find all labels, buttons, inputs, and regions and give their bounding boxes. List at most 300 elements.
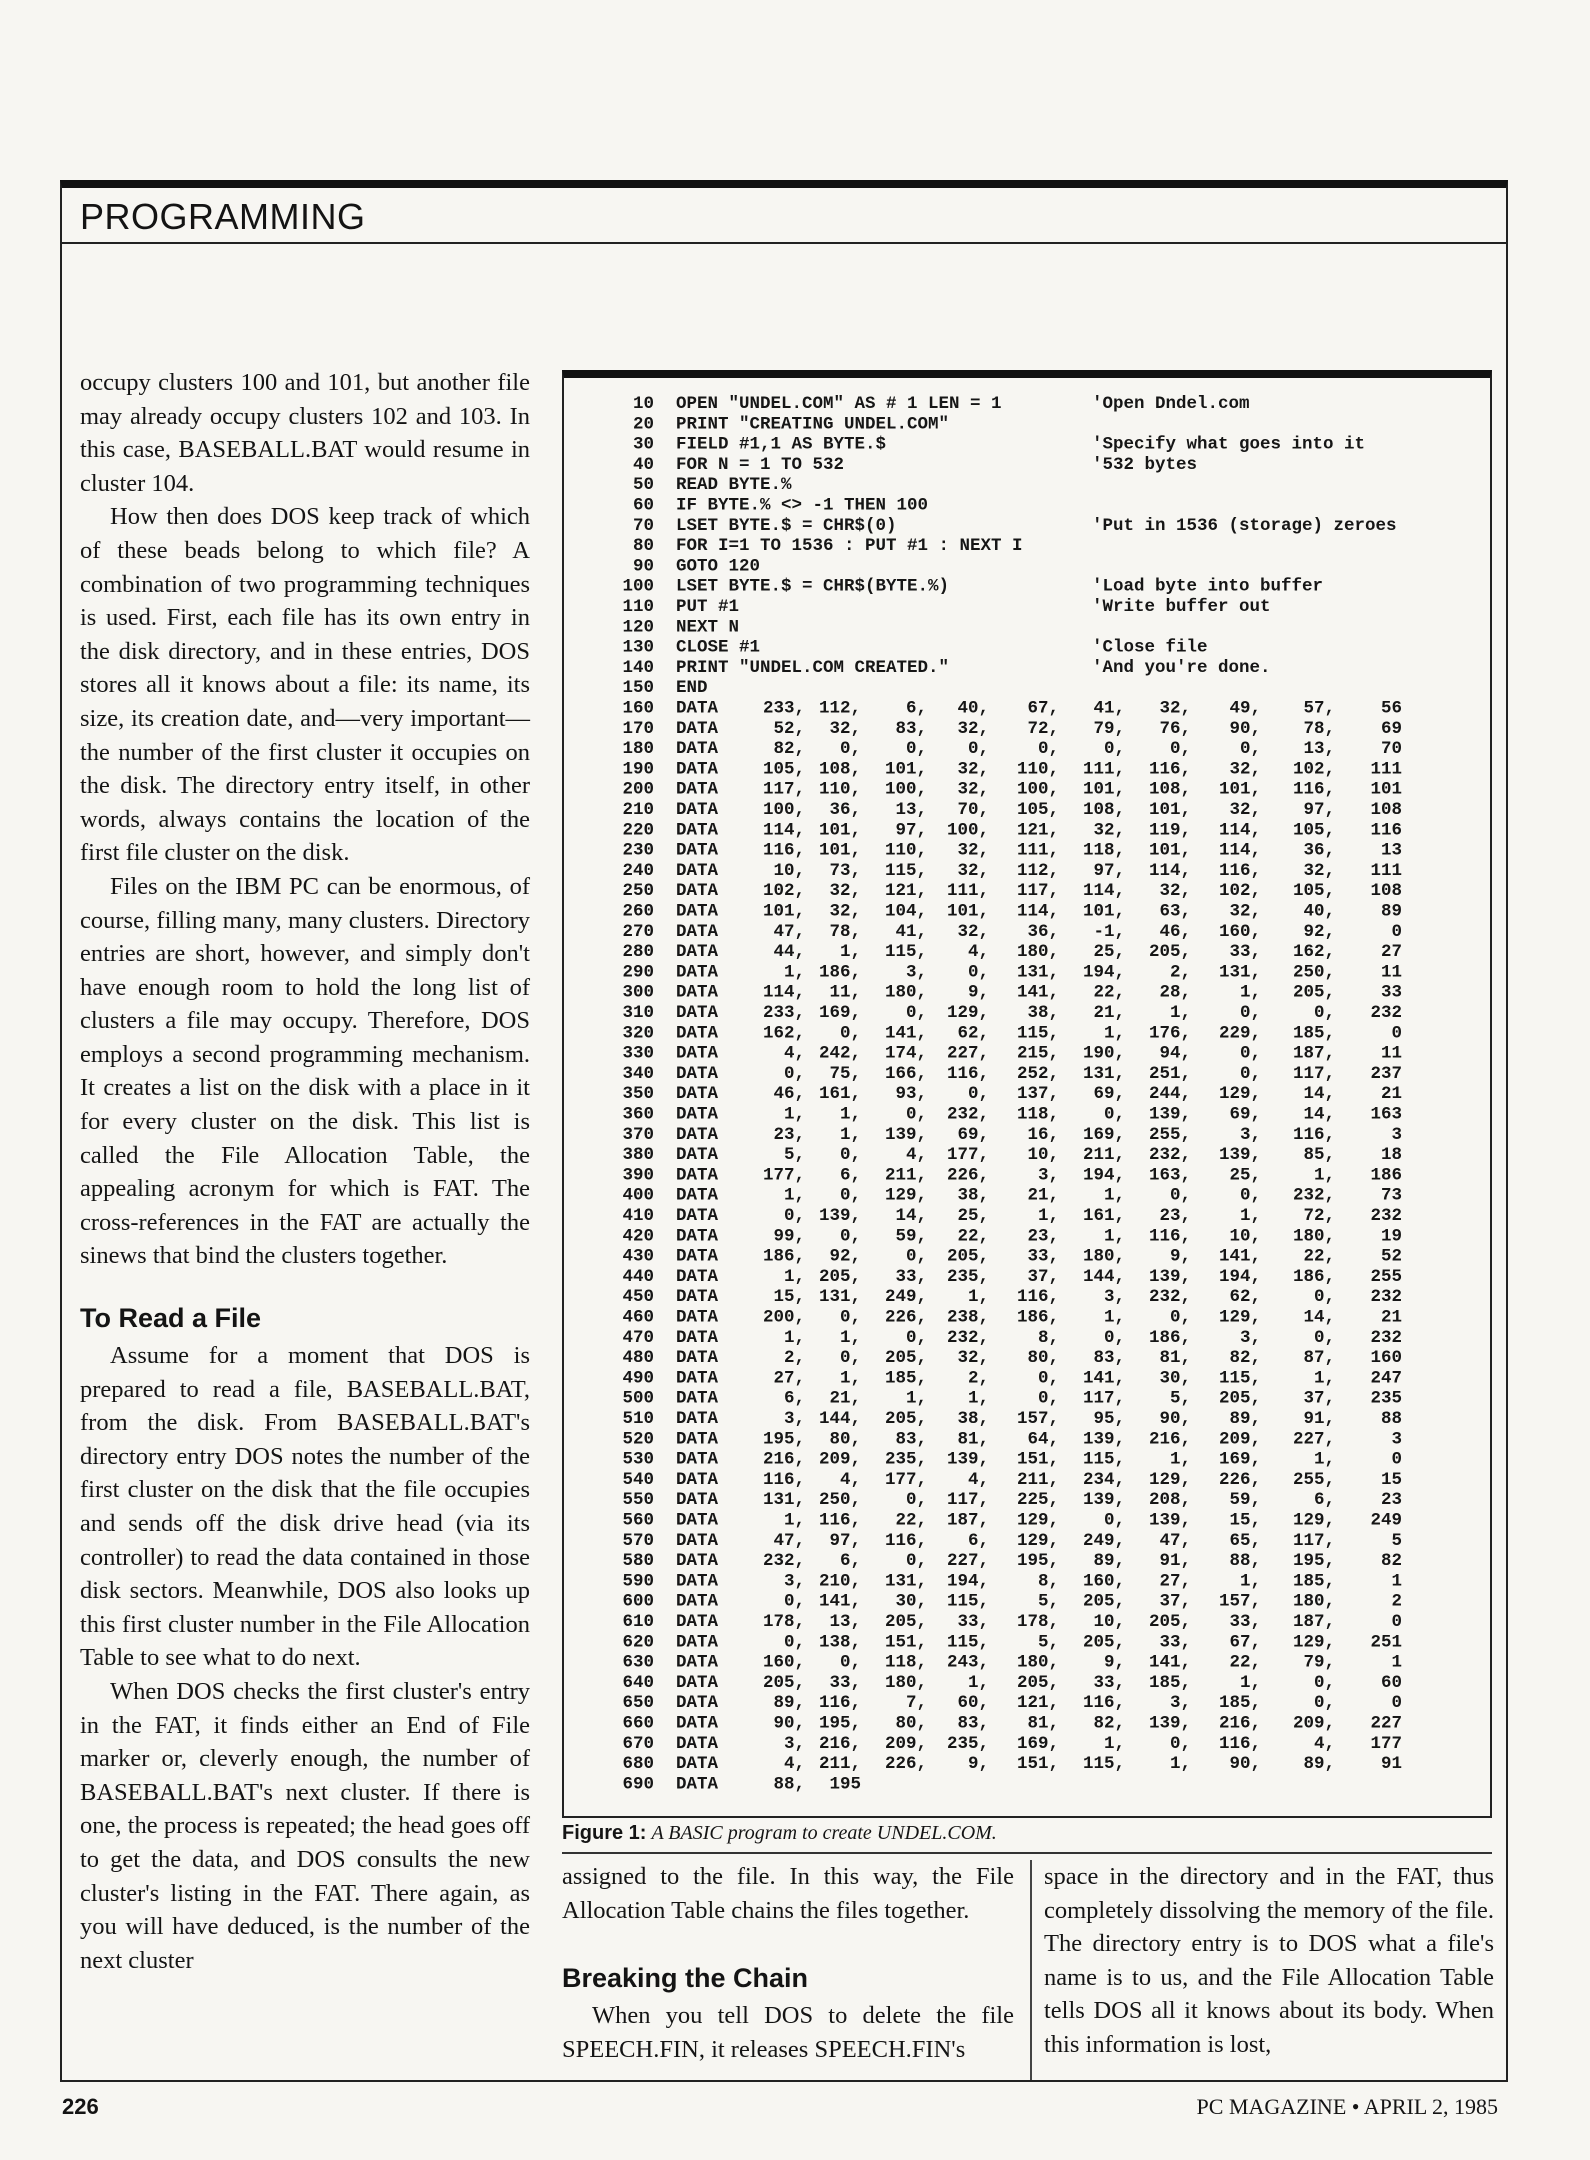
data-value: 1 (1391, 1571, 1402, 1592)
data-keyword: DATA (676, 718, 719, 739)
line-number: 670 (622, 1733, 654, 1754)
data-keyword: DATA (676, 901, 719, 922)
data-value: 105, (1292, 820, 1335, 841)
data-value: 187, (1292, 1612, 1335, 1632)
data-keyword: DATA (676, 1754, 719, 1775)
data-value: 89, (1303, 1754, 1335, 1775)
data-value: 1, (1103, 1023, 1125, 1044)
data-value: 32, (957, 840, 989, 861)
data-value: 4, (967, 1469, 989, 1490)
data-value: 115, (1082, 1754, 1125, 1775)
data-value: 141, (1148, 1652, 1191, 1673)
line-number: 250 (622, 881, 654, 902)
data-value: 30, (1159, 1368, 1191, 1389)
data-value: 141, (1218, 1246, 1261, 1267)
line-number: 520 (622, 1429, 654, 1450)
data-value: 177, (762, 1165, 805, 1186)
line-number: 320 (622, 1023, 654, 1044)
data-value: 1, (1169, 1754, 1191, 1775)
data-value: 89, (1093, 1551, 1125, 1572)
data-value: 37, (1159, 1591, 1191, 1612)
data-value: 49, (1229, 698, 1261, 719)
data-value: 210, (818, 1571, 861, 1592)
data-keyword: DATA (676, 1490, 719, 1511)
data-value: 36, (1027, 921, 1059, 942)
data-value: 3, (1037, 1165, 1059, 1186)
data-value: 102, (1218, 881, 1261, 902)
data-value: 3 (1391, 1429, 1402, 1450)
data-value: 160, (1082, 1571, 1125, 1592)
data-value: 8, (1037, 1327, 1059, 1348)
data-value: 6, (1313, 1490, 1335, 1511)
data-keyword: DATA (676, 1003, 719, 1023)
data-value: 32, (1303, 860, 1335, 881)
data-value: 108 (1370, 881, 1402, 902)
data-value: 242, (818, 1043, 861, 1064)
data-value: 33, (1027, 1246, 1059, 1267)
data-value: 32, (1093, 820, 1125, 841)
data-keyword: DATA (676, 1124, 719, 1145)
data-value: 180, (884, 1672, 927, 1693)
data-value: 32, (1159, 698, 1191, 719)
data-value: 90, (1159, 1409, 1191, 1429)
data-value: 139, (884, 1124, 927, 1145)
data-value: 131, (762, 1490, 805, 1511)
data-value: 32, (957, 860, 989, 881)
data-keyword: DATA (676, 1084, 719, 1105)
data-value: 1, (1239, 1571, 1261, 1592)
data-value: 194, (1082, 962, 1125, 983)
data-value: 33, (1093, 1672, 1125, 1693)
data-value: 1, (783, 962, 805, 983)
data-value: 0, (839, 1652, 861, 1673)
data-value: 138, (818, 1632, 861, 1653)
data-value: 115, (884, 860, 927, 881)
line-number: 100 (622, 576, 654, 597)
data-value: 129, (946, 1003, 989, 1023)
data-value: 32, (957, 921, 989, 942)
data-keyword: DATA (676, 1693, 719, 1714)
data-value: 244, (1148, 1084, 1191, 1105)
data-value: 13 (1380, 840, 1402, 861)
data-value: 32, (829, 881, 861, 902)
data-value: 131, (1082, 1063, 1125, 1084)
data-value: 11 (1380, 962, 1402, 983)
data-value: 205, (1016, 1672, 1059, 1693)
line-number: 460 (622, 1307, 654, 1328)
data-value: 141, (1082, 1368, 1125, 1389)
data-keyword: DATA (676, 840, 719, 861)
data-keyword: DATA (676, 1104, 719, 1125)
line-number: 170 (622, 718, 654, 739)
figure-label: Figure 1: (562, 1822, 647, 1844)
data-value: 32, (957, 779, 989, 800)
data-keyword: DATA (676, 1368, 719, 1389)
data-value: 235 (1370, 1388, 1402, 1409)
data-value: 185, (1292, 1023, 1335, 1044)
data-value: 3, (905, 962, 927, 983)
data-value: 0, (839, 1348, 861, 1369)
data-value: 178, (1016, 1612, 1059, 1632)
line-number: 280 (622, 942, 654, 963)
data-value: 131, (884, 1571, 927, 1592)
figure-listing-box (562, 370, 1492, 1818)
data-value: 21 (1380, 1084, 1402, 1105)
data-value: 5 (1391, 1530, 1402, 1551)
data-value: 38, (1027, 1003, 1059, 1023)
data-value: 129, (1148, 1469, 1191, 1490)
data-value: 131, (1016, 962, 1059, 983)
data-keyword: DATA (676, 1185, 719, 1206)
data-value: 32, (1229, 901, 1261, 922)
data-value: 32, (957, 718, 989, 739)
data-value: 211, (884, 1165, 927, 1186)
data-value: 139, (1082, 1490, 1125, 1511)
code-statement: FIELD #1,1 AS BYTE.$ (676, 434, 887, 455)
data-value: 141, (818, 1591, 861, 1612)
line-number: 560 (622, 1510, 654, 1531)
code-statement: GOTO 120 (676, 556, 761, 577)
data-value: 234, (1082, 1469, 1125, 1490)
data-value: 238, (946, 1307, 989, 1328)
data-value: 117, (1082, 1388, 1125, 1409)
data-value: 144, (818, 1409, 861, 1429)
data-value: 46, (1159, 921, 1191, 942)
data-value: 38, (957, 1409, 989, 1429)
data-value: 1, (1313, 1368, 1335, 1389)
data-value: 205, (946, 1246, 989, 1267)
data-value: 251 (1370, 1632, 1402, 1653)
data-value: 1, (1239, 1672, 1261, 1693)
data-value: 1, (839, 1368, 861, 1389)
data-value: 141, (1016, 982, 1059, 1003)
line-number: 50 (632, 475, 654, 496)
data-keyword: DATA (676, 759, 719, 780)
data-value: 160, (1218, 921, 1261, 942)
data-value: 243, (946, 1652, 989, 1673)
data-value: 205, (1218, 1388, 1261, 1409)
line-number: 270 (622, 921, 654, 942)
data-value: 88, (1229, 1551, 1261, 1572)
data-value: 92, (829, 1246, 861, 1267)
data-value: 252, (1016, 1063, 1059, 1084)
data-value: 116, (1218, 1733, 1261, 1754)
data-value: 57, (1303, 698, 1335, 719)
data-value: 62, (1229, 1287, 1261, 1308)
data-value: 114, (762, 982, 805, 1003)
data-value: 88 (1380, 1409, 1402, 1429)
code-statement: READ BYTE.% (676, 475, 792, 496)
data-value: 249 (1370, 1510, 1402, 1531)
data-value: 195, (762, 1429, 805, 1450)
data-keyword: DATA (676, 1733, 719, 1754)
data-value: 255, (1292, 1469, 1335, 1490)
code-comment: 'Write buffer out (1092, 597, 1271, 617)
code-comment: 'Put in 1536 (storage) zeroes (1092, 515, 1397, 536)
data-value: 117, (1292, 1530, 1335, 1551)
section-title: PROGRAMMING (80, 196, 366, 237)
data-value: 64, (1027, 1429, 1059, 1450)
data-value: 25, (1229, 1165, 1261, 1186)
data-keyword: DATA (676, 1388, 719, 1409)
line-number: 440 (622, 1266, 654, 1287)
data-value: 225, (1016, 1490, 1059, 1511)
left-paragraph-1: occupy clusters 100 and 101, but another file may already occupy clusters 102 and 103. In this case, BASEBALL.BAT would resume in cluster 104. (80, 369, 530, 497)
data-keyword: DATA (676, 1165, 719, 1186)
data-value: 211, (818, 1754, 861, 1775)
line-number: 330 (622, 1043, 654, 1064)
data-value: 80, (895, 1713, 927, 1734)
data-keyword: DATA (676, 739, 719, 760)
data-value: 22, (1303, 1246, 1335, 1267)
data-value: 110, (1016, 759, 1059, 780)
code-comment: 'Specify what goes into it (1092, 434, 1366, 455)
data-value: 52, (773, 718, 805, 739)
data-value: 255 (1370, 1266, 1402, 1287)
data-value: 232, (762, 1551, 805, 1572)
data-value: 52 (1380, 1246, 1402, 1267)
data-value: 0 (1391, 1612, 1402, 1632)
data-value: 205, (1148, 942, 1191, 963)
data-value: 0, (905, 1327, 927, 1348)
data-value: 81, (1159, 1348, 1191, 1369)
data-value: 100, (884, 779, 927, 800)
data-value: 226, (884, 1307, 927, 1328)
data-value: 88, (773, 1774, 805, 1795)
code-statement: END (676, 678, 708, 699)
line-number: 210 (622, 800, 654, 820)
line-number: 30 (632, 434, 654, 455)
data-value: 33, (895, 1266, 927, 1287)
data-value: 216, (818, 1733, 861, 1754)
data-value: 129, (1292, 1632, 1335, 1653)
data-value: 13, (829, 1612, 861, 1632)
data-value: 10, (1093, 1612, 1125, 1632)
data-value: 249, (884, 1287, 927, 1308)
data-value: 0, (1103, 739, 1125, 760)
data-value: 101, (1148, 840, 1191, 861)
figure-caption-text: A BASIC program to create UNDEL.COM. (651, 1822, 997, 1844)
data-keyword: DATA (676, 1469, 719, 1490)
data-value: 209, (1218, 1429, 1261, 1450)
data-value: 108, (1082, 800, 1125, 820)
data-value: 131, (1218, 962, 1261, 983)
data-value: 0, (1239, 1063, 1261, 1084)
data-value: 82, (1093, 1713, 1125, 1734)
line-number: 660 (622, 1713, 654, 1734)
data-value: 116, (762, 840, 805, 861)
data-value: 75, (829, 1063, 861, 1084)
data-value: 0, (1313, 1672, 1335, 1693)
line-number: 530 (622, 1449, 654, 1470)
data-value: 216, (1218, 1713, 1261, 1734)
data-value: 139, (946, 1449, 989, 1470)
data-value: 6, (783, 1388, 805, 1409)
data-value: 91, (1303, 1409, 1335, 1429)
data-value: 6, (967, 1530, 989, 1551)
line-number: 190 (622, 759, 654, 780)
data-value: 21, (1093, 1003, 1125, 1023)
data-keyword: DATA (676, 1043, 719, 1064)
data-value: 32, (1229, 800, 1261, 820)
data-value: 121, (884, 881, 927, 902)
data-value: 187, (946, 1510, 989, 1531)
data-value: 163, (1148, 1165, 1191, 1186)
data-value: 0, (1103, 1510, 1125, 1531)
data-value: 232 (1370, 1206, 1402, 1226)
line-number: 80 (632, 536, 654, 557)
data-value: 60 (1380, 1672, 1402, 1693)
data-keyword: DATA (676, 962, 719, 983)
data-value: 0, (1169, 739, 1191, 760)
data-value: 1, (783, 1104, 805, 1125)
data-value: 151, (884, 1632, 927, 1653)
data-value: 33, (1159, 1632, 1191, 1653)
line-number: 310 (622, 1003, 654, 1023)
data-value: 59, (1229, 1490, 1261, 1511)
data-value: 0, (839, 1226, 861, 1247)
data-value: 1, (905, 1388, 927, 1409)
data-value: 100, (762, 800, 805, 820)
left-paragraph-3: Files on the IBM PC can be enormous, of course, filling many, many clusters. Directory entries are short, however, and simply don't have enough room to hold the long list of clusters a file may occupy. Therefore, DOS employs a second programming mechanism. It creates a list on the disk with a place in it for every cluster on the disk. This list is called the File Allocation Table, the appealing acronym for which is FAT. The cross-references in the FAT are actually the sinews that bind the clusters together. (80, 872, 530, 1270)
data-value: 116, (818, 1693, 861, 1714)
data-value: 82, (1229, 1348, 1261, 1369)
data-value: 205, (762, 1672, 805, 1693)
data-value: 200, (762, 1307, 805, 1328)
data-value: 144, (1082, 1266, 1125, 1287)
data-value: 83, (1093, 1348, 1125, 1369)
data-value: 5, (783, 1145, 805, 1166)
data-value: 22, (895, 1510, 927, 1531)
data-value: 1, (839, 1124, 861, 1145)
data-value: 90, (1229, 718, 1261, 739)
data-value: 14, (1303, 1104, 1335, 1125)
data-value: 211, (1082, 1145, 1125, 1166)
data-value: 237 (1370, 1063, 1402, 1084)
data-value: 91 (1380, 1754, 1402, 1775)
data-value: -1, (1093, 921, 1125, 942)
line-number: 220 (622, 820, 654, 841)
frame-right-rule (1506, 244, 1508, 2082)
data-value: 9, (1169, 1246, 1191, 1267)
data-keyword: DATA (676, 1551, 719, 1572)
data-value: 0, (1313, 1693, 1335, 1714)
data-value: 97, (829, 1530, 861, 1551)
data-value: 180, (1016, 1652, 1059, 1673)
data-value: 0, (905, 1551, 927, 1572)
data-value: 117, (1016, 881, 1059, 902)
data-value: 118, (884, 1652, 927, 1673)
line-number: 230 (622, 840, 654, 861)
data-value: 0, (1239, 739, 1261, 760)
data-value: 226, (1218, 1469, 1261, 1490)
data-value: 19 (1380, 1226, 1402, 1247)
data-value: 157, (1016, 1409, 1059, 1429)
data-value: 89, (773, 1693, 805, 1714)
data-value: 235, (884, 1449, 927, 1470)
data-value: 78, (1303, 718, 1335, 739)
data-value: 121, (1016, 1693, 1059, 1714)
data-value: 229, (1218, 1023, 1261, 1044)
data-value: 180, (1292, 1226, 1335, 1247)
data-value: 139, (1148, 1510, 1191, 1531)
data-value: 178, (762, 1612, 805, 1632)
data-value: 249, (1082, 1530, 1125, 1551)
data-value: 209, (818, 1449, 861, 1470)
data-value: 99, (773, 1226, 805, 1247)
data-value: 160, (762, 1652, 805, 1673)
data-value: 33, (957, 1612, 989, 1632)
data-value: 129, (1218, 1084, 1261, 1105)
right-paragraph-1: space in the directory and in the FAT, thus completely dissolving the memory of the file. The directory entry is to DOS what a file's name is to us, and the File Allocation Table tells DOS all it knows about its body. When this information is lost, (1044, 1863, 1494, 2058)
data-value: 6, (839, 1551, 861, 1572)
data-value: 97, (1093, 860, 1125, 881)
data-value: 33 (1380, 982, 1402, 1003)
data-keyword: DATA (676, 1774, 719, 1795)
data-value: 195 (829, 1774, 861, 1795)
data-value: 3, (1103, 1287, 1125, 1308)
data-value: 33, (1229, 942, 1261, 963)
line-number: 160 (622, 698, 654, 719)
data-value: 0 (1391, 1449, 1402, 1470)
data-value: 0, (1239, 1043, 1261, 1064)
data-value: 195, (818, 1713, 861, 1734)
data-value: 162, (1292, 942, 1335, 963)
data-keyword: DATA (676, 942, 719, 963)
data-value: 41, (895, 921, 927, 942)
data-value: 235, (946, 1266, 989, 1287)
code-comment: '532 bytes (1092, 454, 1198, 475)
data-value: 121, (1016, 820, 1059, 841)
data-value: 139, (1218, 1145, 1261, 1166)
code-comment: 'And you're done. (1092, 657, 1271, 678)
data-keyword: DATA (676, 1612, 719, 1632)
line-number: 180 (622, 739, 654, 760)
line-number: 420 (622, 1226, 654, 1247)
data-value: 1, (1103, 1226, 1125, 1247)
data-value: 0, (905, 1104, 927, 1125)
line-number: 680 (622, 1754, 654, 1775)
data-value: 79, (1303, 1652, 1335, 1673)
line-number: 130 (622, 637, 654, 658)
data-value: 1, (1313, 1449, 1335, 1470)
data-value: 1, (967, 1672, 989, 1693)
data-value: 205, (884, 1409, 927, 1429)
data-keyword: DATA (676, 881, 719, 902)
data-value: 180, (884, 982, 927, 1003)
data-value: 11, (829, 982, 861, 1003)
data-value: 232, (946, 1104, 989, 1125)
line-number: 340 (622, 1063, 654, 1084)
data-value: 169, (818, 1003, 861, 1023)
data-value: 32, (829, 718, 861, 739)
data-value: 110, (884, 840, 927, 861)
data-value: 0, (1169, 1185, 1191, 1206)
data-value: 0, (783, 1591, 805, 1612)
data-value: 13, (895, 800, 927, 820)
data-value: 118, (1016, 1104, 1059, 1125)
data-value: 190, (1082, 1043, 1125, 1064)
data-value: 76, (1159, 718, 1191, 739)
data-value: 186, (762, 1246, 805, 1267)
line-number: 240 (622, 860, 654, 881)
data-value: 195, (1016, 1551, 1059, 1572)
data-value: 81, (1027, 1713, 1059, 1734)
data-value: 1, (1037, 1206, 1059, 1226)
data-value: 104, (884, 901, 927, 922)
line-number: 400 (622, 1185, 654, 1206)
page-number: 226 (62, 2094, 99, 2119)
